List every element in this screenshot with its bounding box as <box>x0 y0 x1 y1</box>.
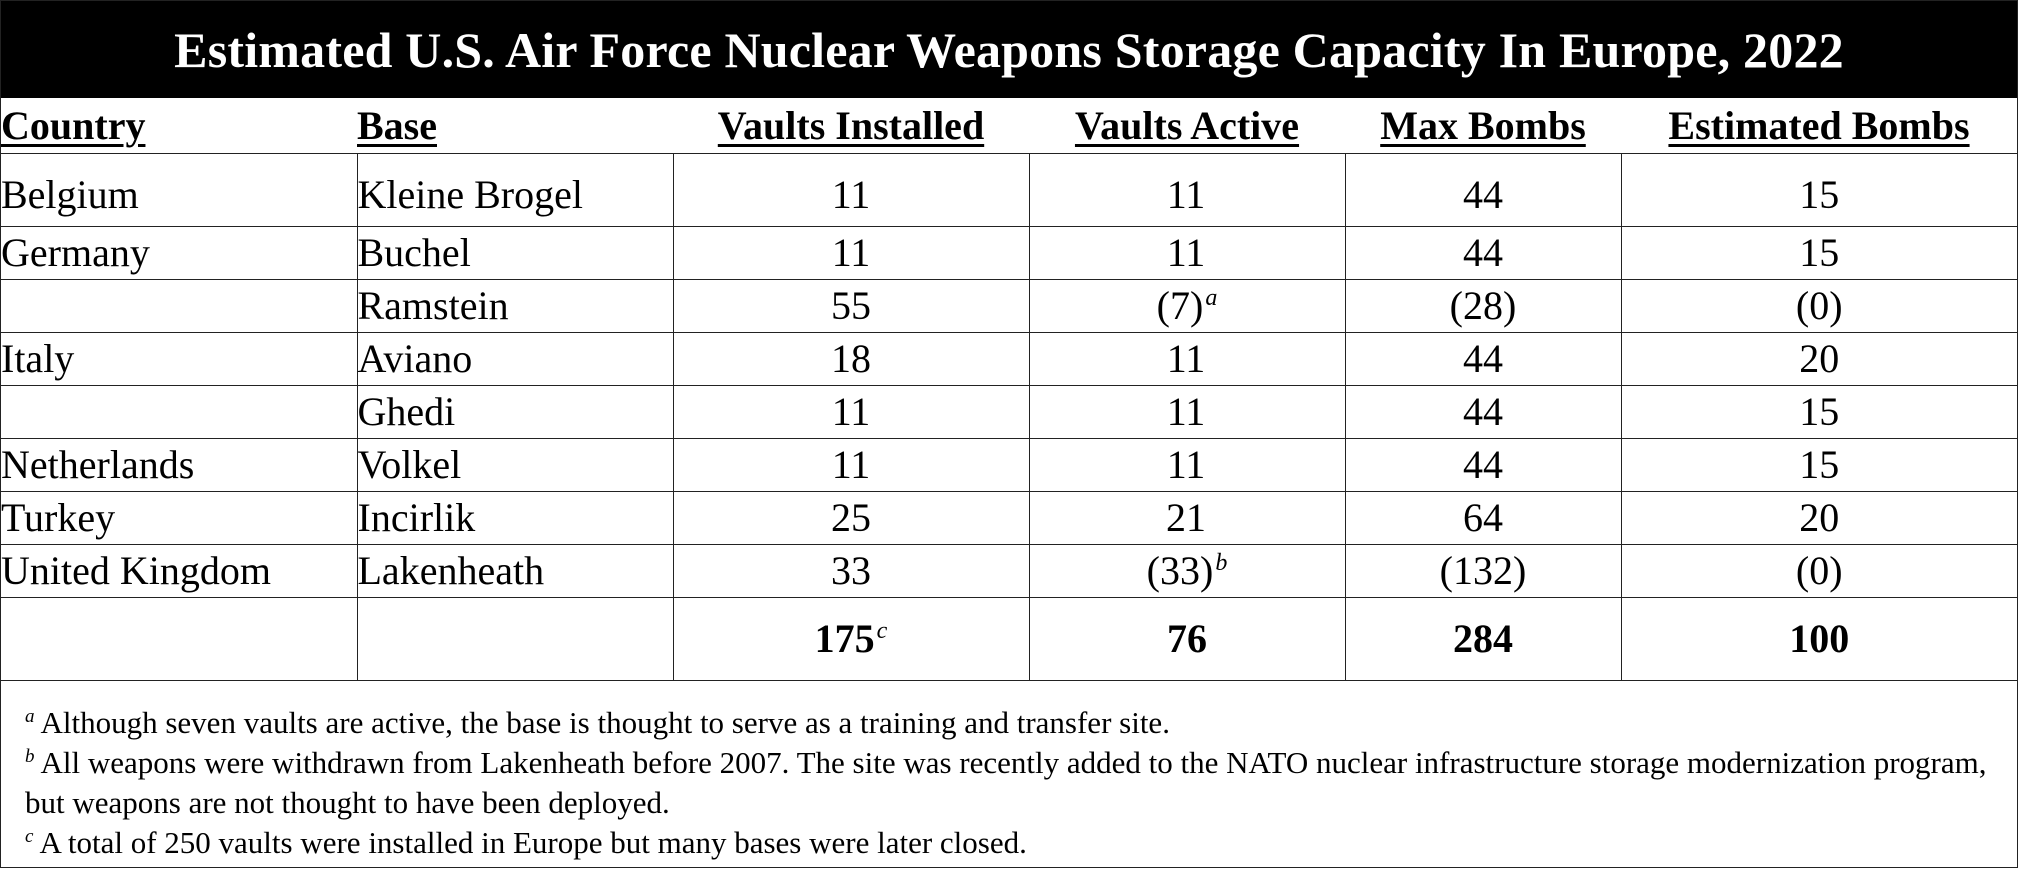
table-title: Estimated U.S. Air Force Nuclear Weapons Storage Capacity In Europe, 2022 <box>1 1 2017 98</box>
cell-base: Buchel <box>357 227 673 280</box>
cell-base: Incirlik <box>357 492 673 545</box>
cell-vaults-active: 11 <box>1029 333 1345 386</box>
cell-empty <box>357 598 673 681</box>
table-row <box>1 280 2017 333</box>
totals-row <box>1 598 2017 681</box>
footnote-b: $^b$ All weapons were withdrawn from Lakenheath before 2007. The site was recently added to the NATO nuclear infrastructure storage modernization program, but weapons are not thought to have been deployed. <box>25 745 1987 820</box>
footnote-marker: b <box>25 746 35 767</box>
cell-vaults-installed: 25 <box>673 492 1029 545</box>
header-estimated-bombs: Estimated Bombs <box>1668 102 1970 148</box>
cell-estimated-bombs: 20 <box>1621 333 2017 386</box>
cell-country: Italy <box>1 333 357 386</box>
cell-country: Turkey <box>1 492 357 545</box>
cell-base: Lakenheath <box>357 545 673 598</box>
cell-country: Germany <box>1 227 357 280</box>
cell-base: Ramstein <box>357 280 673 333</box>
header-base: Base <box>357 102 437 148</box>
total-estimated-bombs: 100 <box>1621 598 2017 681</box>
cell-estimated-bombs: 15 <box>1621 386 2017 439</box>
cell-vaults-installed: 33 <box>673 545 1029 598</box>
header-vaults-installed: Vaults Installed <box>717 102 985 148</box>
cell-max-bombs: 44 <box>1345 439 1621 492</box>
cell-vaults-installed: 11 <box>673 154 1029 227</box>
cell-empty <box>1 598 357 681</box>
total-max-bombs: 284 <box>1345 598 1621 681</box>
cell-max-bombs: 44 <box>1345 154 1621 227</box>
cell-estimated-bombs: (0) <box>1621 545 2017 598</box>
cell-estimated-bombs: (0) <box>1621 280 2017 333</box>
footnote-marker: a <box>1205 285 1218 311</box>
cell-estimated-bombs: 15 <box>1621 154 2017 227</box>
cell-estimated-bombs: 15 <box>1621 227 2017 280</box>
table-row <box>1 227 2017 280</box>
table-row <box>1 154 2017 227</box>
cell-country: United Kingdom <box>1 545 357 598</box>
cell-max-bombs: (28) <box>1345 280 1621 333</box>
cell-max-bombs: 44 <box>1345 386 1621 439</box>
cell-base: Aviano <box>357 333 673 386</box>
cell-vaults-active: 11 <box>1029 227 1345 280</box>
storage-capacity-table <box>1 98 2017 680</box>
cell-base: Ghedi <box>357 386 673 439</box>
cell-vaults-installed: 55 <box>673 280 1029 333</box>
footnote-a: $^a$ Although seven vaults are active, the base is thought to serve as a training and transfer site. <box>25 705 1170 740</box>
table-row <box>1 333 2017 386</box>
header-country: Country <box>1 102 146 148</box>
cell-country <box>1 280 357 333</box>
cell-vaults-active: 11 <box>1029 386 1345 439</box>
footnote-marker: a <box>25 706 35 727</box>
cell-vaults-installed: 11 <box>673 439 1029 492</box>
cell-vaults-installed: 11 <box>673 386 1029 439</box>
cell-vaults-active: $(7)^a$ <box>1029 280 1345 333</box>
cell-max-bombs: (132) <box>1345 545 1621 598</box>
cell-vaults-active: $(33)^b$ <box>1029 545 1345 598</box>
cell-vaults-active: 21 <box>1029 492 1345 545</box>
footnote-marker: c <box>25 826 34 847</box>
footnote-marker: c <box>876 618 888 644</box>
cell-max-bombs: 64 <box>1345 492 1621 545</box>
total-vaults-active: 76 <box>1029 598 1345 681</box>
header-max-bombs: Max Bombs <box>1380 102 1586 148</box>
table-row <box>1 492 2017 545</box>
table-row <box>1 545 2017 598</box>
total-vaults-installed: 175$^c$ <box>673 598 1029 681</box>
table-row <box>1 439 2017 492</box>
cell-max-bombs: 44 <box>1345 227 1621 280</box>
header-vaults-active: Vaults Active <box>1074 102 1300 148</box>
cell-max-bombs: 44 <box>1345 333 1621 386</box>
cell-vaults-active: 11 <box>1029 154 1345 227</box>
cell-estimated-bombs: 15 <box>1621 439 2017 492</box>
cell-vaults-installed: 11 <box>673 227 1029 280</box>
header-row <box>1 98 2017 154</box>
footnotes <box>1 680 2017 863</box>
footnote-c: $^c$ A total of 250 vaults were installed in Europe but many bases were later closed. <box>25 825 1027 860</box>
cell-country: Belgium <box>1 154 357 227</box>
cell-vaults-installed: 18 <box>673 333 1029 386</box>
table-row <box>1 386 2017 439</box>
cell-estimated-bombs: 20 <box>1621 492 2017 545</box>
cell-country <box>1 386 357 439</box>
footnote-marker: b <box>1215 550 1228 576</box>
cell-vaults-active: 11 <box>1029 439 1345 492</box>
cell-base: Kleine Brogel <box>357 154 673 227</box>
cell-base: Volkel <box>357 439 673 492</box>
cell-country: Netherlands <box>1 439 357 492</box>
